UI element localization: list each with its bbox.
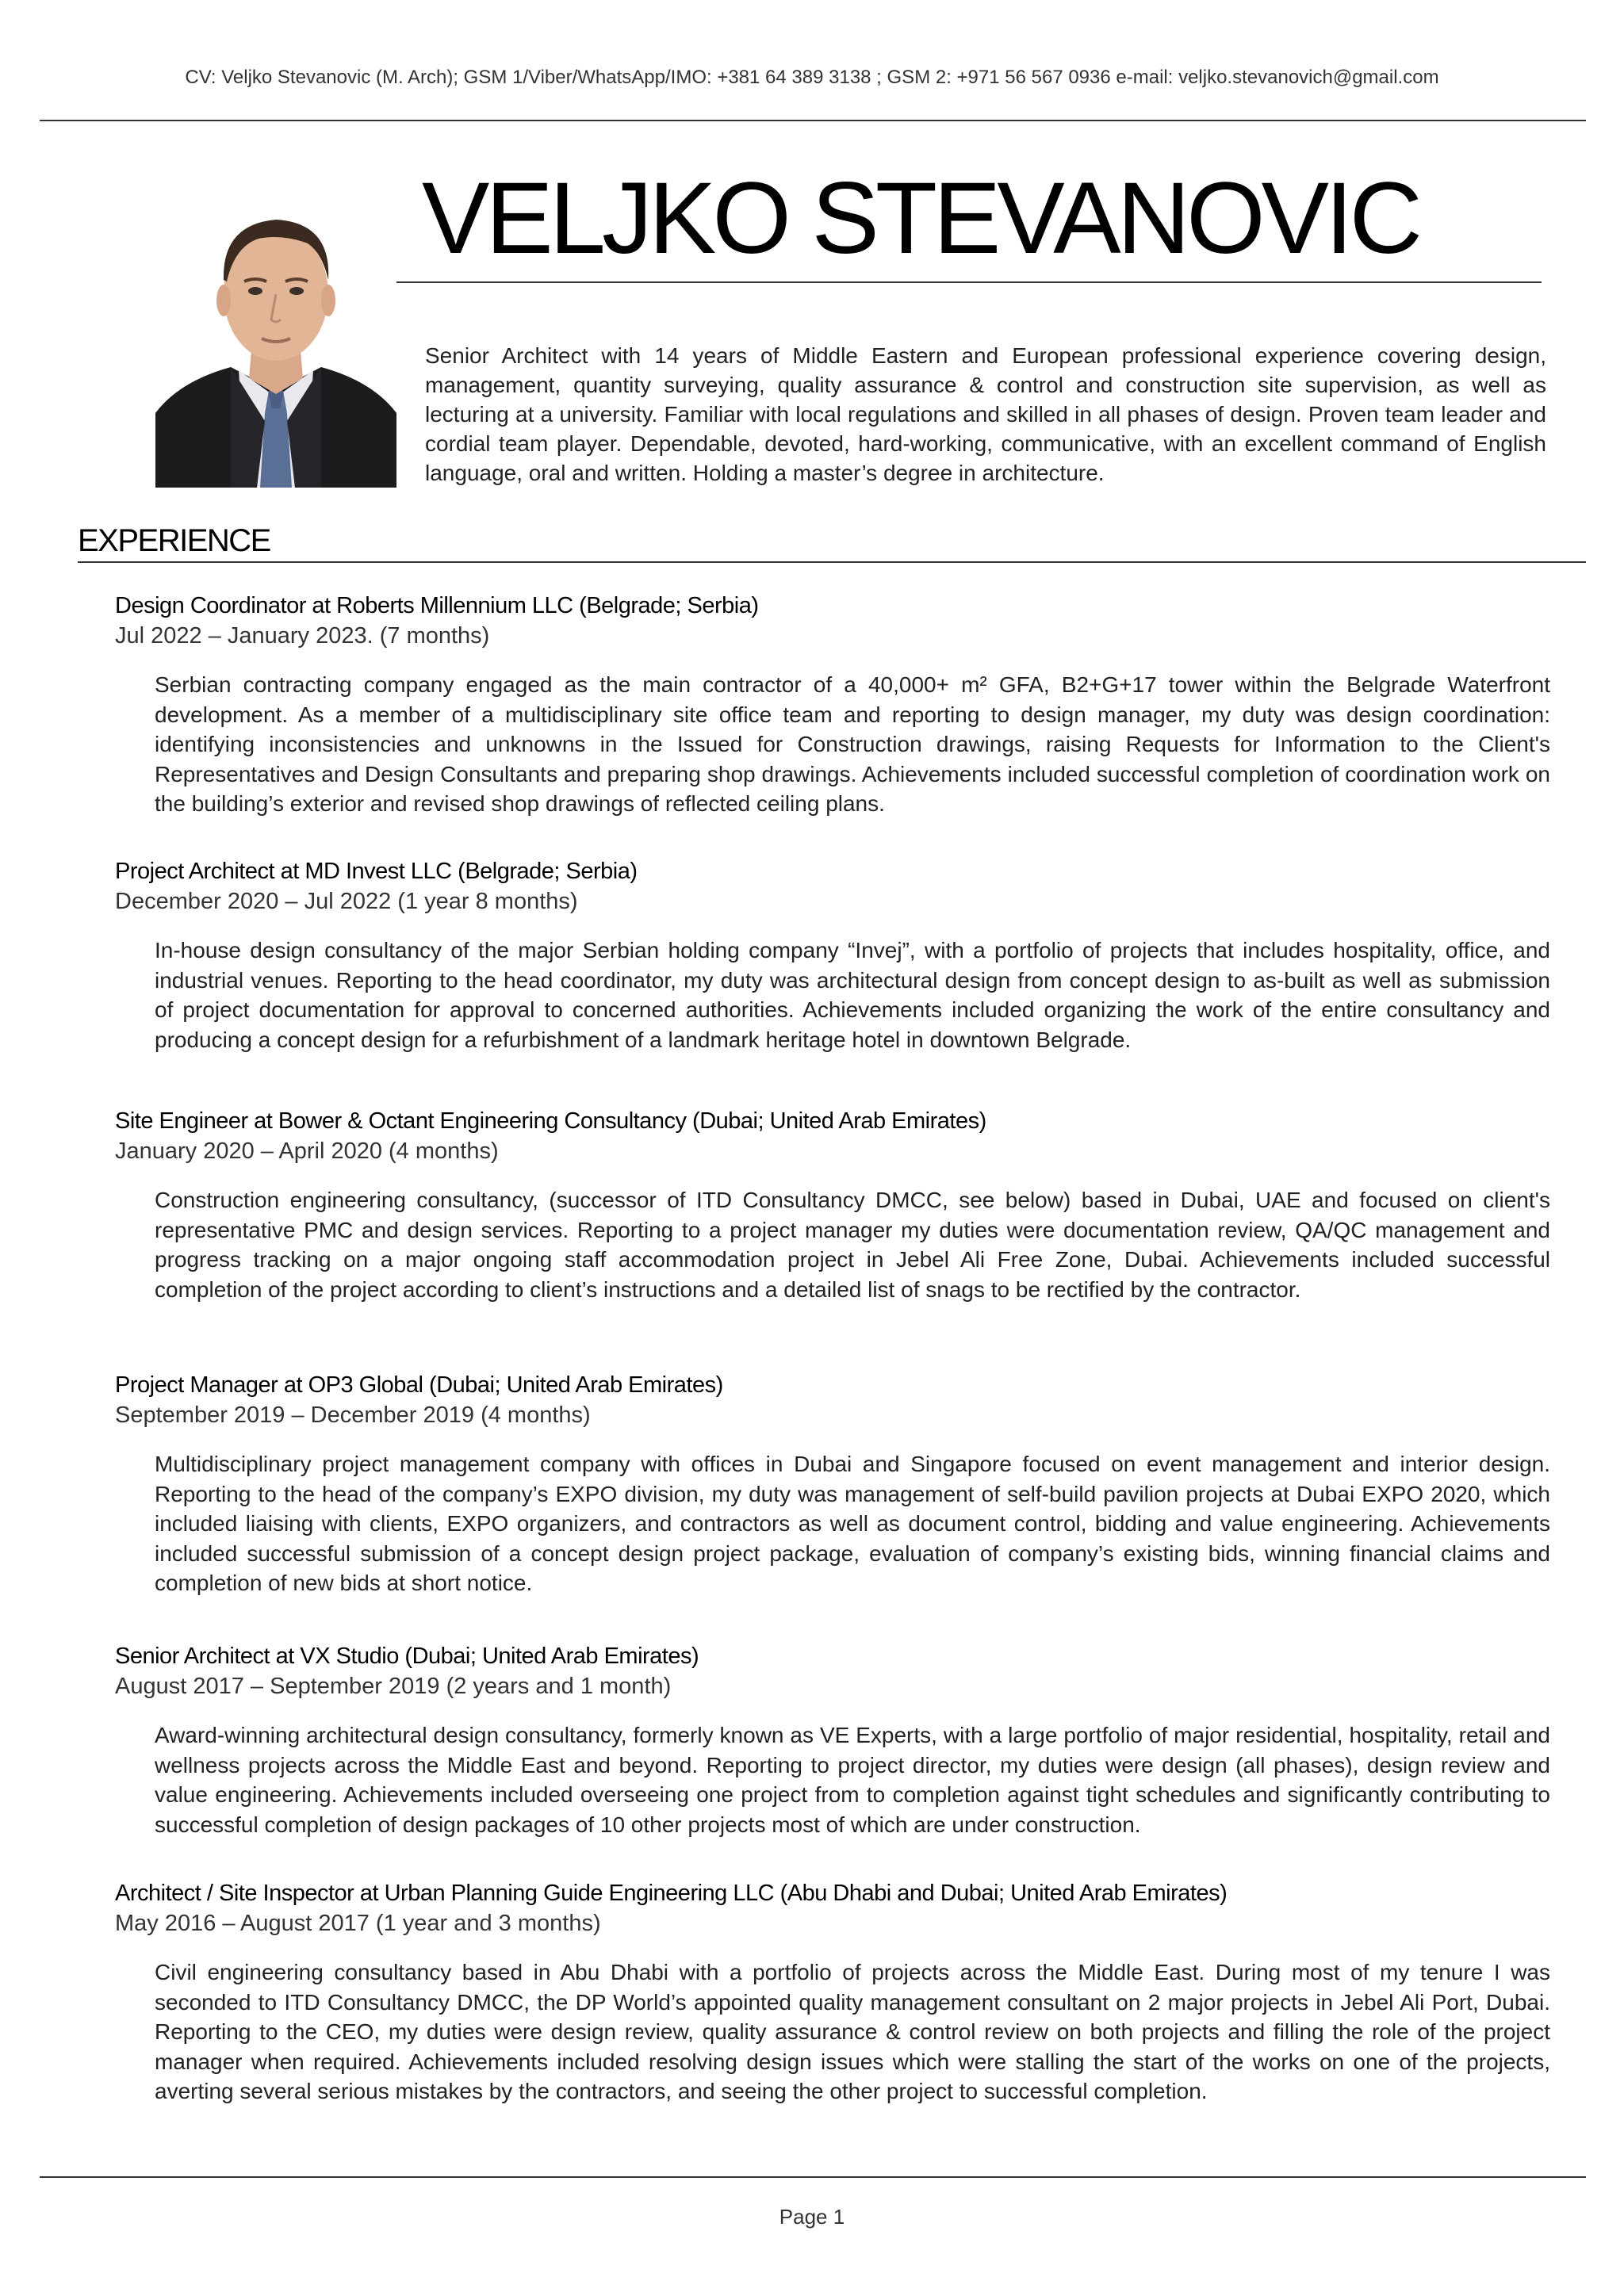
portrait-image [155, 183, 396, 488]
job-dates: Jul 2022 – January 2023. (7 months) [115, 623, 490, 649]
candidate-name: VELJKO STEVANOVIC [422, 162, 1419, 275]
experience-divider [78, 561, 1586, 563]
job-dates: September 2019 – December 2019 (4 months) [115, 1402, 591, 1428]
job-description: Multidisciplinary project management company with offices in Dubai and Singapore focused on event management and interior design. Reporting to the head of the company’s EXPO division, my duty was management of self-build pavilion projects at Dubai EXPO 2020, which included liaising with clients, EXPO organizers, and contractors as well as document control, bidding and value engineering. Achievements included successful submission of a concept design project package, evaluation of company’s existing bids, winning financial claims and completion of new bids at short notice. [155, 1452, 1550, 1595]
job-entry [115, 1370, 1550, 1598]
job-description: Construction engineering consultancy, (successor of ITD Consultancy DMCC, see below) based in Dubai, UAE and focused on client's representative PMC and design services. Reporting to a project manager my duties were documentation review, QA/QC management and progress tracking on a major ongoing staff accommodation project in Jebel Ali Free Zone, Dubai. Achievements included successful completion of the project according to client’s instructions and a detailed list of snags to be rectified by the contractor. [155, 1188, 1550, 1302]
job-dates: August 2017 – September 2019 (2 years and 1 month) [115, 1674, 672, 1699]
job-title: Site Engineer at Bower & Octant Engineering Consultancy (Dubai; United Arab Emirates) [115, 1108, 986, 1134]
job-description: Civil engineering consultancy based in Abu Dhabi with a portfolio of projects across the Middle East. During most of my tenure I was seconded to ITD Consultancy DMCC, the DP World’s appointed quality management consultant on 2 major projects in Jebel Ali Port, Dubai. Reporting to the CEO, my duties were design review, quality assurance & control review on both projects and filling the role of the project manager when required. Achievements included resolving design issues which were stalling the start of the works on one of the projects, averting several serious mistakes by the contractors, and seeing the other project to successful completion. [155, 1960, 1550, 2103]
header-contact-line: CV: Veljko Stevanovic (M. Arch); GSM 1/Viber/WhatsApp/IMO: +381 64 389 3138 ; GSM 2: +971 56 567 0936 e-mail: veljko.stevanovich@gmail.com [185, 67, 1439, 88]
job-entry [115, 1878, 1550, 2107]
job-description: Serbian contracting company engaged as the main contractor of a 40,000+ m² GFA, B2+G+17 tower within the Belgrade Waterfront development. As a member of a multidisciplinary site office team and reporting to design manager, my duty was design coordination: identifying inconsistencies and unknowns in the Issued for Construction drawings, raising Requests for Information to the Client's Representatives and Design Consultants and preparing shop drawings. Achievements included successful completion of coordination work on the building’s exterior and revised shop drawings of reflected ceiling plans. [155, 672, 1550, 816]
job-title: Architect / Site Inspector at Urban Planning Guide Engineering LLC (Abu Dhabi and Dubai; United Arab Emirates) [115, 1881, 1228, 1906]
job-description: In-house design consultancy of the major Serbian holding company “Invej”, with a portfolio of projects that includes hospitality, office, and industrial venues. Reporting to the head coordinator, my duty was architectural design from concept design to as-built as well as submission of project documentation for approval to concerned authorities. Achievements included organizing the work of the entire consultancy and producing a concept design for a refurbishment of a landmark heritage hotel in downtown Belgrade. [155, 938, 1550, 1052]
page-number: Page 1 [779, 2205, 845, 2229]
section-title-experience: EXPERIENCE [78, 523, 270, 558]
job-title: Project Architect at MD Invest LLC (Belgrade; Serbia) [115, 859, 638, 884]
name-underline [396, 281, 1542, 283]
header-divider [40, 120, 1586, 121]
job-dates: December 2020 – Jul 2022 (1 year 8 months) [115, 889, 578, 914]
profile-photo [155, 183, 396, 488]
job-description: Award-winning architectural design consultancy, formerly known as VE Experts, with a large portfolio of major residential, hospitality, retail and wellness projects across the Middle East and beyond. Reporting to project director, my duties were design (all phases), design review and value engineering. Achievements included overseeing one project from to completion against tight schedules and significantly contributing to successful completion of design packages of 10 other projects most of which are under construction. [155, 1723, 1550, 1837]
job-title: Project Manager at OP3 Global (Dubai; United Arab Emirates) [115, 1372, 723, 1398]
job-entry [115, 591, 1550, 819]
footer-divider [40, 2176, 1586, 2178]
job-dates: January 2020 – April 2020 (4 months) [115, 1138, 499, 1164]
job-entry [115, 1641, 1550, 1839]
job-dates: May 2016 – August 2017 (1 year and 3 months) [115, 1911, 601, 1936]
job-entry [115, 1106, 1550, 1304]
job-title: Design Coordinator at Roberts Millennium LLC (Belgrade; Serbia) [115, 593, 759, 618]
job-title: Senior Architect at VX Studio (Dubai; United Arab Emirates) [115, 1644, 699, 1669]
professional-summary: Senior Architect with 14 years of Middle Eastern and European professional experience covering design, management, quantity surveying, quality assurance & control and construction site supervision, as well as lecturing at a university. Familiar with local regulations and skilled in all phases of design. Proven team leader and cordial team player. Dependable, devoted, hard-working, communicative, with an excellent command of English language, oral and written. Holding a master’s degree in architecture. [425, 343, 1546, 485]
job-entry [115, 856, 1550, 1054]
